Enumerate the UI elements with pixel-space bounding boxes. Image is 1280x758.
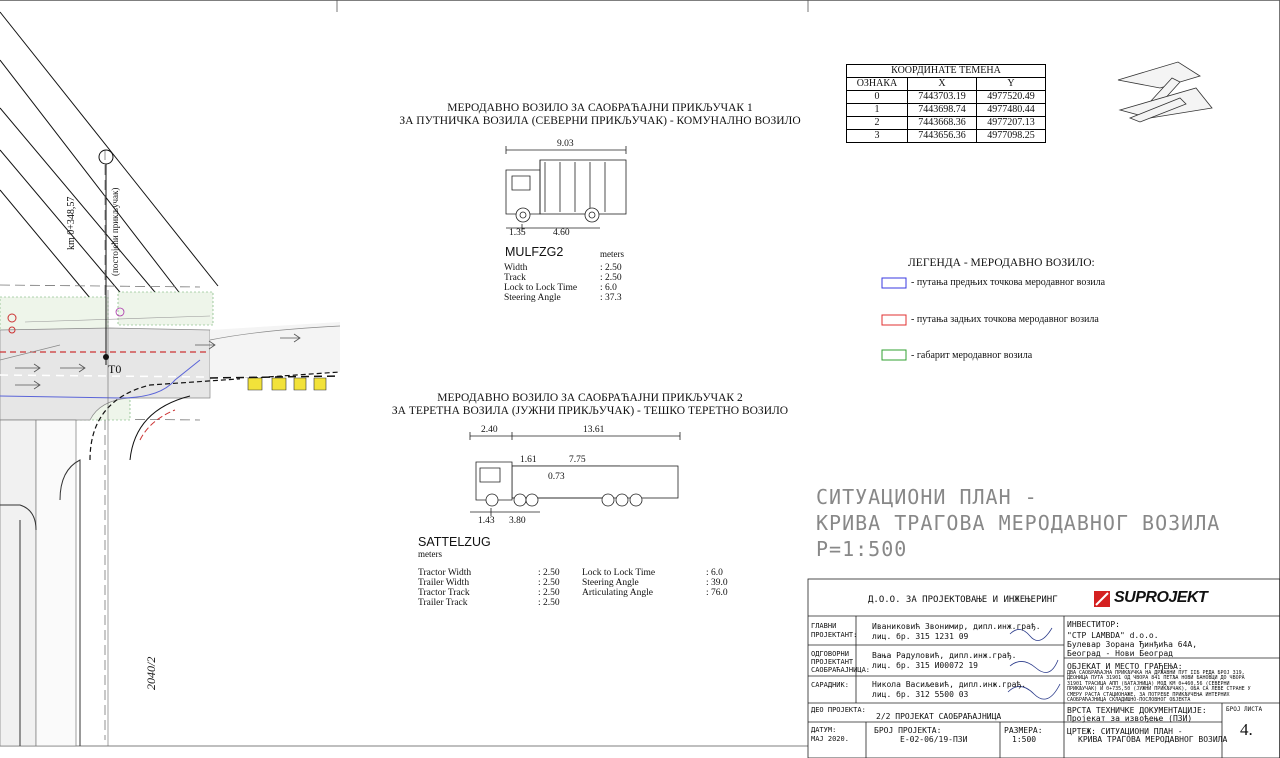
- vehicle2-dim-cab: 2.40: [481, 425, 498, 435]
- vehicle2-spec-table-left: [416, 568, 562, 608]
- table-cell: 2: [847, 117, 908, 130]
- spec-row: [580, 568, 730, 578]
- spec-row: [502, 263, 624, 273]
- table-cell: 4977207.13: [977, 117, 1046, 130]
- sheet-title-line2: КРИВА ТРАГОВА МЕРОДАВНОГ ВОЗИЛА: [816, 511, 1221, 535]
- table-cell: 1: [847, 104, 908, 117]
- spec-label: Trailer Track: [418, 598, 468, 608]
- vehicle2-dim-a: 1.61: [520, 455, 537, 465]
- spec-row: [502, 273, 624, 283]
- spec-label: Trailer Width: [418, 578, 470, 588]
- responsible-designer-license: лиц. бр. 315 И00072 19: [872, 661, 978, 670]
- date-value: МАЈ 2020.: [811, 735, 849, 743]
- vehicle2-title-line1: МЕРОДАВНО ВОЗИЛО ЗА САОБРАЋАЈНИ ПРИКЉУЧАК 2: [437, 392, 743, 404]
- spec-label: Lock to Lock Time: [504, 283, 578, 293]
- vehicle2-title: [370, 392, 810, 418]
- chief-designer-name: Иваниковић Звонимир, дипл.инж.грађ.: [872, 622, 1041, 631]
- table-cell: 7443668.36: [908, 117, 977, 130]
- investor-name: "СТР LAMBDA" d.o.o.: [1067, 631, 1159, 640]
- vehicle2-dim-b: 7.75: [569, 455, 586, 465]
- table-cell: 3: [847, 130, 908, 143]
- yellow-road-marking: [210, 376, 340, 394]
- sheet-title-line1: СИТУАЦИОНИ ПЛАН -: [816, 485, 1038, 509]
- vehicle2-name: SATTELZUG: [418, 535, 491, 549]
- company-name: Д.О.О. ЗА ПРОЈЕКТОВАЊЕ И ИНЖЕЊЕРИНГ: [868, 595, 1058, 605]
- north-arrow-icon: [1118, 62, 1212, 122]
- spec-value: : 2.50: [538, 578, 560, 588]
- table-cell: 7443656.36: [908, 130, 977, 143]
- spec-value: : 76.0: [706, 588, 728, 598]
- vehicle1-dim-base: 4.60: [553, 228, 570, 238]
- vehicle1-name: MULFZG2: [505, 245, 564, 259]
- spec-label: Lock to Lock Time: [582, 568, 656, 578]
- object-label: ОБЈЕКАТ И МЕСТО ГРАЂЕЊА:: [1067, 662, 1183, 671]
- semi-trailer-drawing: [470, 432, 680, 516]
- project-number-label: БРОЈ ПРОЈЕКТА:: [874, 726, 942, 735]
- station-note: (постојећи прикључак): [110, 187, 120, 276]
- project-number: Е-02-06/19-ПЗИ: [900, 735, 968, 744]
- spec-value: : 2.50: [538, 598, 560, 608]
- point-label-t0: T0: [108, 362, 122, 376]
- associate-label: САРАДНИК:: [811, 681, 849, 689]
- scale-label: РАЗМЕРА:: [1004, 726, 1043, 735]
- table-cell: 4977098.25: [977, 130, 1046, 143]
- associate-name: Никола Васиљевић, дипл.инж.грађ.: [872, 680, 1027, 689]
- suprojekt-logo-icon: [1094, 591, 1110, 607]
- spec-value: : 2.50: [600, 263, 622, 273]
- responsible-designer-label: ОДГОВОРНИ ПРОЈЕКТАНТ САОБРАЋАЈНИЦА:: [811, 650, 871, 674]
- legend-item-rear-wheels: - путања задњих точкова меродавног возила: [911, 314, 1099, 325]
- investor-label: ИНВЕСТИТОР:: [1067, 620, 1120, 629]
- sheet-number: 4.: [1240, 720, 1253, 739]
- vehicle1-title: [380, 102, 820, 128]
- scale-value: 1:500: [1012, 735, 1037, 744]
- legend-item-front-wheels: - путања предњих точкова меродавног возила: [911, 277, 1106, 288]
- associate-license: лиц. бр. 312 5500 03: [872, 690, 969, 699]
- table-cell: 4977520.49: [977, 91, 1046, 104]
- spec-value: : 2.50: [538, 588, 560, 598]
- company-logo-text: SUPROJEKT: [1114, 589, 1208, 606]
- object-line: СМЕРУ РАСТА СТАЦИОНАЖЕ, ЗА ПОТРЕБЕ ПРИКЉУЧЕЊА ИНТЕРНИХ: [1067, 691, 1230, 698]
- spec-row: [580, 578, 730, 588]
- investor-address-1: Булевар Зорана Ђинђића 64А,: [1067, 640, 1198, 649]
- sheet-title-line3: Р=1:500: [816, 537, 908, 561]
- spec-value: : 2.50: [600, 273, 622, 283]
- table-row: [847, 91, 1046, 104]
- vehicle2-dim-total: 13.61: [583, 425, 605, 435]
- vehicle1-spec-table: [502, 263, 624, 303]
- vehicle1-title-line1: МЕРОДАВНО ВОЗИЛО ЗА САОБРАЋАЈНИ ПРИКЉУЧАК 1: [447, 102, 753, 114]
- spec-label: Width: [504, 263, 528, 273]
- date-label: ДАТУМ:: [811, 726, 837, 734]
- table-title: КООРДИНАТЕ ТЕМЕНА: [847, 65, 1046, 78]
- column-header: ОЗНАКА: [847, 78, 908, 91]
- spec-row: [502, 283, 624, 293]
- responsible-designer-name: Вања Радуловић, дипл.инж.грађ.: [872, 651, 1017, 660]
- drawing-value: КРИВА ТРАГОВА МЕРОДАВНОГ ВОЗИЛА: [1078, 735, 1228, 744]
- spec-row: [416, 578, 562, 588]
- table-cell: 7443703.19: [908, 91, 977, 104]
- vehicle2-dim-front: 1.43: [478, 516, 495, 526]
- drawing-label: ЦРТЕЖ: СИТУАЦИОНИ ПЛАН -: [1067, 727, 1183, 736]
- plot-number: 2040/2: [144, 656, 158, 690]
- table-header-row: [847, 78, 1046, 91]
- vehicle1-dim-total: 9.03: [557, 139, 574, 149]
- spec-value: : 37.3: [600, 293, 622, 303]
- table-row: [847, 130, 1046, 143]
- spec-label: Tractor Track: [418, 588, 470, 598]
- table-title-row: [847, 65, 1046, 78]
- table-row: [847, 117, 1046, 130]
- spec-row: [416, 568, 562, 578]
- table-cell: 7443698.74: [908, 104, 977, 117]
- vertex-coordinates-table: [846, 64, 1046, 143]
- object-line: 31901 ТРАСИЦА АПП (БАТАЈНИЦА) МОД КМ 0+460,56 (СЕВЕРНИ: [1067, 680, 1230, 687]
- legend-item-vehicle-outline: - габарит меродавног возила: [911, 350, 1033, 361]
- spec-row: [580, 588, 730, 598]
- station-label: km 0+348,57: [66, 196, 77, 250]
- project-part-label: ДЕО ПРОЈЕКТА:: [811, 706, 866, 714]
- spec-label: Track: [504, 273, 526, 283]
- column-header: X: [908, 78, 977, 91]
- spec-label: Articulating Angle: [582, 588, 653, 598]
- object-line: ДВА САОБРАЋАЈНА ПРИКЉУЧКА НА ДРЖАВНИ ПУТ IIБ РЕДА БРОЈ 319,: [1067, 670, 1245, 676]
- object-description: [1067, 671, 1279, 703]
- spec-value: : 2.50: [538, 568, 560, 578]
- project-part-value: 2/2 ПРОЈЕКАТ САОБРАЋАЈНИЦА: [876, 712, 1002, 721]
- object-line: ПРИКЉУЧАК) И 0+735,50 (ЈУЖНИ ПРИКЉУЧАК), ОБА СА ЛЕВЕ СТРАНЕ У: [1067, 686, 1251, 693]
- vehicle2-dim-base: 3.80: [509, 516, 526, 526]
- vehicle1-units: meters: [600, 249, 624, 259]
- column-header: Y: [977, 78, 1046, 91]
- spec-label: Tractor Width: [418, 568, 472, 578]
- vehicle1-dim-front: 1.35: [509, 228, 526, 238]
- sheet-title: [816, 484, 1220, 562]
- road-alignment-lines: [0, 0, 218, 310]
- object-line: ДЕОНИЦА ПУТА 31901 ОД ЧВОРА 841 ПЕТЉА НОВИ БАНОВЦИ ДО ЧВОРА: [1067, 675, 1245, 682]
- sheet-number-label: БРОЈ ЛИСТА: [1226, 706, 1263, 713]
- vehicle2-units: meters: [418, 549, 442, 559]
- investor-address-2: Београд - Нови Београд: [1067, 649, 1173, 658]
- table-cell: 0: [847, 91, 908, 104]
- doc-type-value: Пројекат за извођење (ПЗИ): [1067, 714, 1193, 723]
- vehicle2-title-line2: ЗА ТЕРЕТНА ВОЗИЛА (ЈУЖНИ ПРИКЉУЧАК) - ТЕШКО ТЕРЕТНО ВОЗИЛО: [391, 405, 789, 417]
- object-line: САОБРАЋАЈНИЦА СКЛАДИШНО-ПОСЛОВНОГ ОБЈЕКТА: [1067, 697, 1191, 704]
- vehicle2-dim-c: 0.73: [548, 472, 565, 482]
- doc-type-label: ВРСТА ТЕХНИЧКЕ ДОКУМЕНТАЦИЈЕ:: [1067, 706, 1207, 715]
- spec-value: : 6.0: [706, 568, 723, 578]
- chief-designer-license: лиц. бр. 315 1231 09: [872, 632, 969, 641]
- spec-row: [416, 598, 562, 608]
- legend-title: ЛЕГЕНДА - МЕРОДАВНО ВОЗИЛО:: [908, 257, 1095, 269]
- spec-row: [502, 293, 624, 303]
- vehicle1-title-line2: ЗА ПУТНИЧКА ВОЗИЛА (СЕВЕРНИ ПРИКЉУЧАК) - КОМУНАЛНО ВОЗИЛО: [399, 115, 801, 127]
- spec-value: : 6.0: [600, 283, 617, 293]
- spec-value: : 39.0: [706, 578, 728, 588]
- spec-row: [416, 588, 562, 598]
- table-row: [847, 104, 1046, 117]
- chief-designer-label: ГЛАВНИ ПРОЈЕКТАНТ:: [811, 622, 858, 639]
- legend-swatches: [882, 278, 906, 360]
- table-cell: 4977480.44: [977, 104, 1046, 117]
- spec-label: Steering Angle: [582, 578, 639, 588]
- refuse-truck-drawing: [506, 146, 626, 232]
- spec-label: Steering Angle: [504, 293, 561, 303]
- vehicle2-spec-table-right: [580, 568, 730, 598]
